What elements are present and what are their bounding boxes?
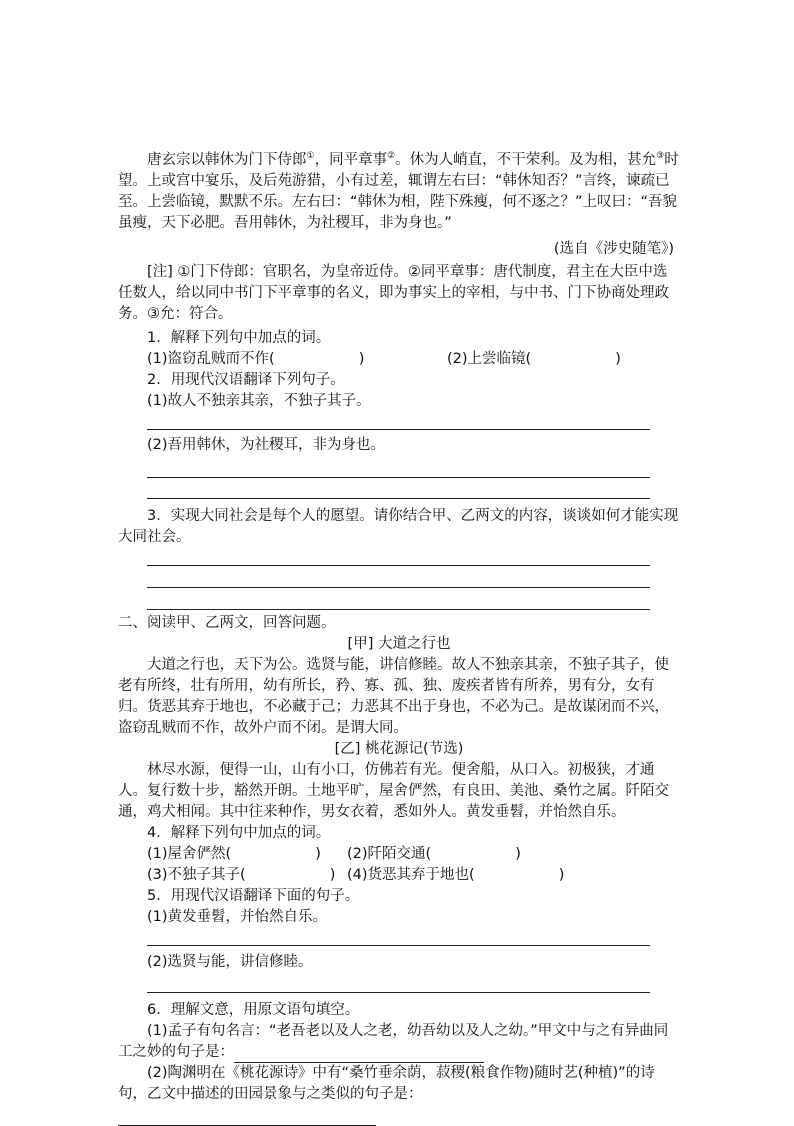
- answer-line[interactable]: [147, 548, 650, 566]
- question-3-stem: 3．实现大同社会是每个人的愿望。请你结合甲、乙两文的内容，谈谈如何才能实现大同社会。: [118, 508, 679, 545]
- worksheet-page: [118, 150, 680, 1126]
- passage-text: 。休为人峭直，不干荣利。及为相，甚允: [395, 152, 657, 168]
- question-4-row2: (3)不独子其子( ) (4)货恶其弃于地也( ): [147, 867, 565, 883]
- passage-text: 时望。上或宫中宴乐，及后苑游猎，小有过差，辄谓左右曰：“韩休知否？”言终，谏疏已至。上尝临镜，默默不乐。左右曰：“韩休为相，陛下殊瘦，何不逐之？”上叹曰：“吾貌虽瘦，天下必肥。吾用韩休，为社稷耳，非为身也。”: [118, 152, 679, 231]
- question-4c: (3)不独子其子(: [147, 867, 246, 883]
- question-2b: (2)吾用韩休，为社稷耳，非为身也。: [147, 437, 386, 453]
- question-1-stem: 1．解释下列句中加点的词。: [147, 330, 331, 346]
- text-yi: 林尽水源，便得一山，山有小口，仿佛若有光。便舍船，从口入。初极狭，才通人。复行数十步，豁然开朗。土地平旷，屋舍俨然，有良田、美池、桑竹之属。阡陌交通，鸡犬相闻。其中往来种作，男女衣着，悉如外人。黄发垂髫，并怡然自乐。: [118, 762, 669, 820]
- passage-source: (选自《涉史随笔》): [553, 241, 674, 257]
- question-5-stem: 5．用现代汉语翻译下面的句子。: [147, 888, 360, 904]
- answer-line[interactable]: [147, 975, 650, 993]
- note-mark: ②: [387, 151, 396, 162]
- question-6b: (2)陶渊明在《桃花源诗》中有“桑竹垂余荫，菽稷(粮食作物)随时艺(种植)”的诗句，乙文中描述的田园景象与之类似的句子是：: [118, 1063, 680, 1126]
- text-yi-title: [乙] 桃花源记(节选): [334, 741, 464, 757]
- question-6-stem: 6．理解文意，用原文语句填空。: [147, 1002, 360, 1018]
- answer-line[interactable]: [147, 460, 650, 478]
- answer-line[interactable]: [147, 412, 650, 430]
- question-5b: (2)选贤与能，讲信修睦。: [147, 954, 313, 970]
- question-4d: (4)货恶其弃于地也(: [347, 867, 475, 883]
- note-mark: ③: [656, 151, 665, 162]
- answer-line[interactable]: [147, 928, 650, 946]
- question-4-row1: (1)屋舍俨然( ) (2)阡陌交通( ): [147, 846, 521, 862]
- question-2a: (1)故人不独亲其亲，不独子其子。: [147, 393, 371, 409]
- text-jia: 大道之行也，天下为公。选贤与能，讲信修睦。故人不独亲其亲，不独子其子，使老有所终，壮有所用，幼有所长，矜、寡、孤、独、废疾者皆有所养，男有分，女有归。货恶其弃于地也，不必藏于己；力恶其不出于身也，不必为己。是故谋闭而不兴，盗窃乱贼而不作，故外户而不闭。是谓大同。: [118, 657, 669, 736]
- question-1-items: (1)盗窃乱贼而不作( ) (2)上尝临镜( ): [147, 351, 621, 367]
- passage-1: [118, 150, 680, 234]
- passage-text: 唐玄宗以韩休为门下侍郎: [147, 152, 307, 168]
- question-6a: (1)孟子有句名言：“老吾老以及人之老，幼吾幼以及人之幼。”甲文中与之有异曲同工之妙的句子是：: [118, 1021, 680, 1063]
- passage-text: ，同平章事: [314, 152, 388, 168]
- question-5a: (1)黄发垂髫，并怡然自乐。: [147, 909, 328, 925]
- question-4-stem: 4．解释下列句中加点的词。: [147, 825, 331, 841]
- answer-line[interactable]: [147, 481, 650, 499]
- question-1a: (1)盗窃乱贼而不作(: [147, 351, 275, 367]
- question-4b: (2)阡陌交通(: [347, 846, 432, 862]
- question-2-stem: 2．用现代汉语翻译下列句子。: [147, 372, 345, 388]
- question-1b: (2)上尝临镜(: [447, 351, 532, 367]
- question-4a: (1)屋舍俨然(: [147, 846, 232, 862]
- answer-line[interactable]: [234, 1048, 484, 1063]
- answer-line[interactable]: [118, 1111, 376, 1126]
- note-mark: ①: [306, 151, 315, 162]
- section-2-heading: 二、阅读甲、乙两文，回答问题。: [118, 615, 336, 631]
- passage-notes: [注] ①门下侍郎：官职名，为皇帝近侍。②同平章事：唐代制度，君主在大臣中选任数人，给以同中书门下平章事的名义，即为事实上的宰相，与中书、门下协商处理政务。③允：符合。: [118, 264, 669, 322]
- text-jia-title: [甲] 大道之行也: [347, 636, 451, 652]
- answer-line[interactable]: [147, 592, 650, 610]
- answer-line[interactable]: [147, 570, 650, 588]
